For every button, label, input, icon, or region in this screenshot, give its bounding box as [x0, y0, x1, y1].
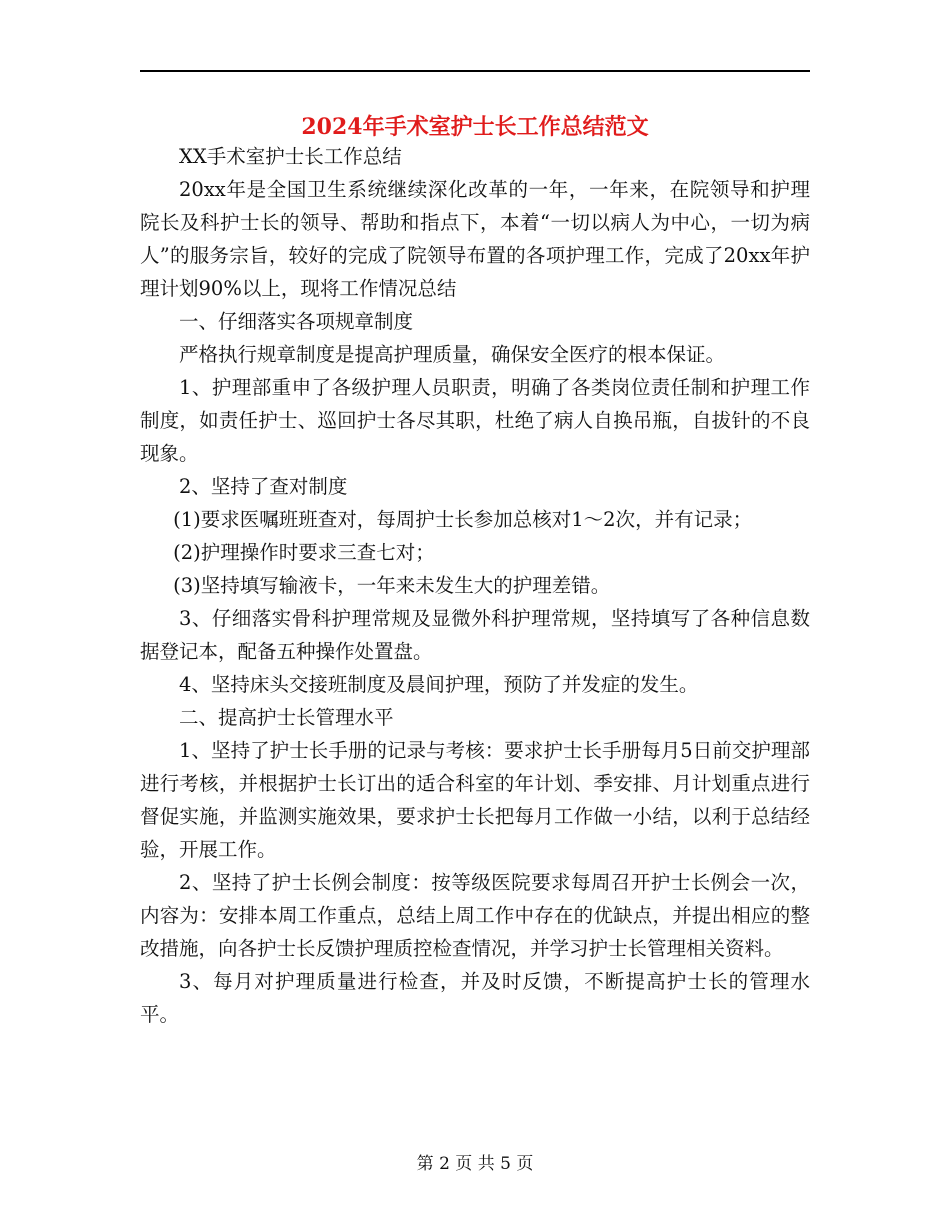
sub-list-item: (3)坚持填写输液卡，一年来未发生大的护理差错。: [173, 574, 611, 597]
paragraph-subtitle: XX手术室护士长工作总结: [179, 145, 402, 168]
list-item: 2、坚持了护士长例会制度：按等级医院要求每周召开护士长例会一次，内容为：安排本周工作重点，总结上周工作中存在的优缺点，并提出相应的整改措施，向各护士长反馈护理质控检查情况，并学习护士长管理相关资料。: [140, 871, 810, 960]
list-item: 2、坚持了查对制度: [179, 475, 348, 498]
section-heading-1: 一、仔细落实各项规章制度: [179, 310, 414, 333]
list-item: 1、护理部重申了各级护理人员职责，明确了各类岗位责任制和护理工作制度，如责任护士、巡回护士各尽其职，杜绝了病人自换吊瓶，自拔针的不良现象。: [140, 376, 810, 465]
list-item: 4、坚持床头交接班制度及晨间护理，预防了并发症的发生。: [179, 673, 699, 696]
paragraph: 严格执行规章制度是提高护理质量，确保安全医疗的根本保证。: [179, 343, 726, 366]
document-title: 2024年手术室护士长工作总结范文: [301, 114, 649, 140]
list-item: 3、仔细落实骨科护理常规及显微外科护理常规，坚持填写了各种信息数据登记本，配备五种操作处置盘。: [140, 607, 810, 663]
paragraph-intro: 20xx年是全国卫生系统继续深化改革的一年，一年来，在院领导和护理院长及科护士长的领导、帮助和指点下，本着“一切以病人为中心，一切为病人”的服务宗旨，较好的完成了院领导布置的各项护理工作，完成了20xx年护理计划90%以上，现将工作情况总结: [140, 178, 810, 300]
sub-list-item: (1)要求医嘱班班查对，每周护士长参加总核对1～2次，并有记录；: [173, 508, 753, 531]
list-item: 1、坚持了护士长手册的记录与考核：要求护士长手册每月5日前交护理部进行考核，并根据护士长订出的适合科室的年计划、季安排、月计划重点进行督促实施，并监测实施效果，要求护士长把每月工作做一小结，以利于总结经验，开展工作。: [140, 739, 810, 861]
sub-list-item: (2)护理操作时要求三查七对；: [173, 541, 435, 564]
page-footer: 第 2 页 共 5 页: [416, 1154, 534, 1174]
section-heading-2: 二、提高护士长管理水平: [179, 706, 394, 729]
list-item: 3、每月对护理质量进行检查，并及时反馈，不断提高护士长的管理水平。: [140, 970, 810, 1026]
header-rule: [140, 70, 810, 72]
document-body: [140, 140, 810, 1031]
